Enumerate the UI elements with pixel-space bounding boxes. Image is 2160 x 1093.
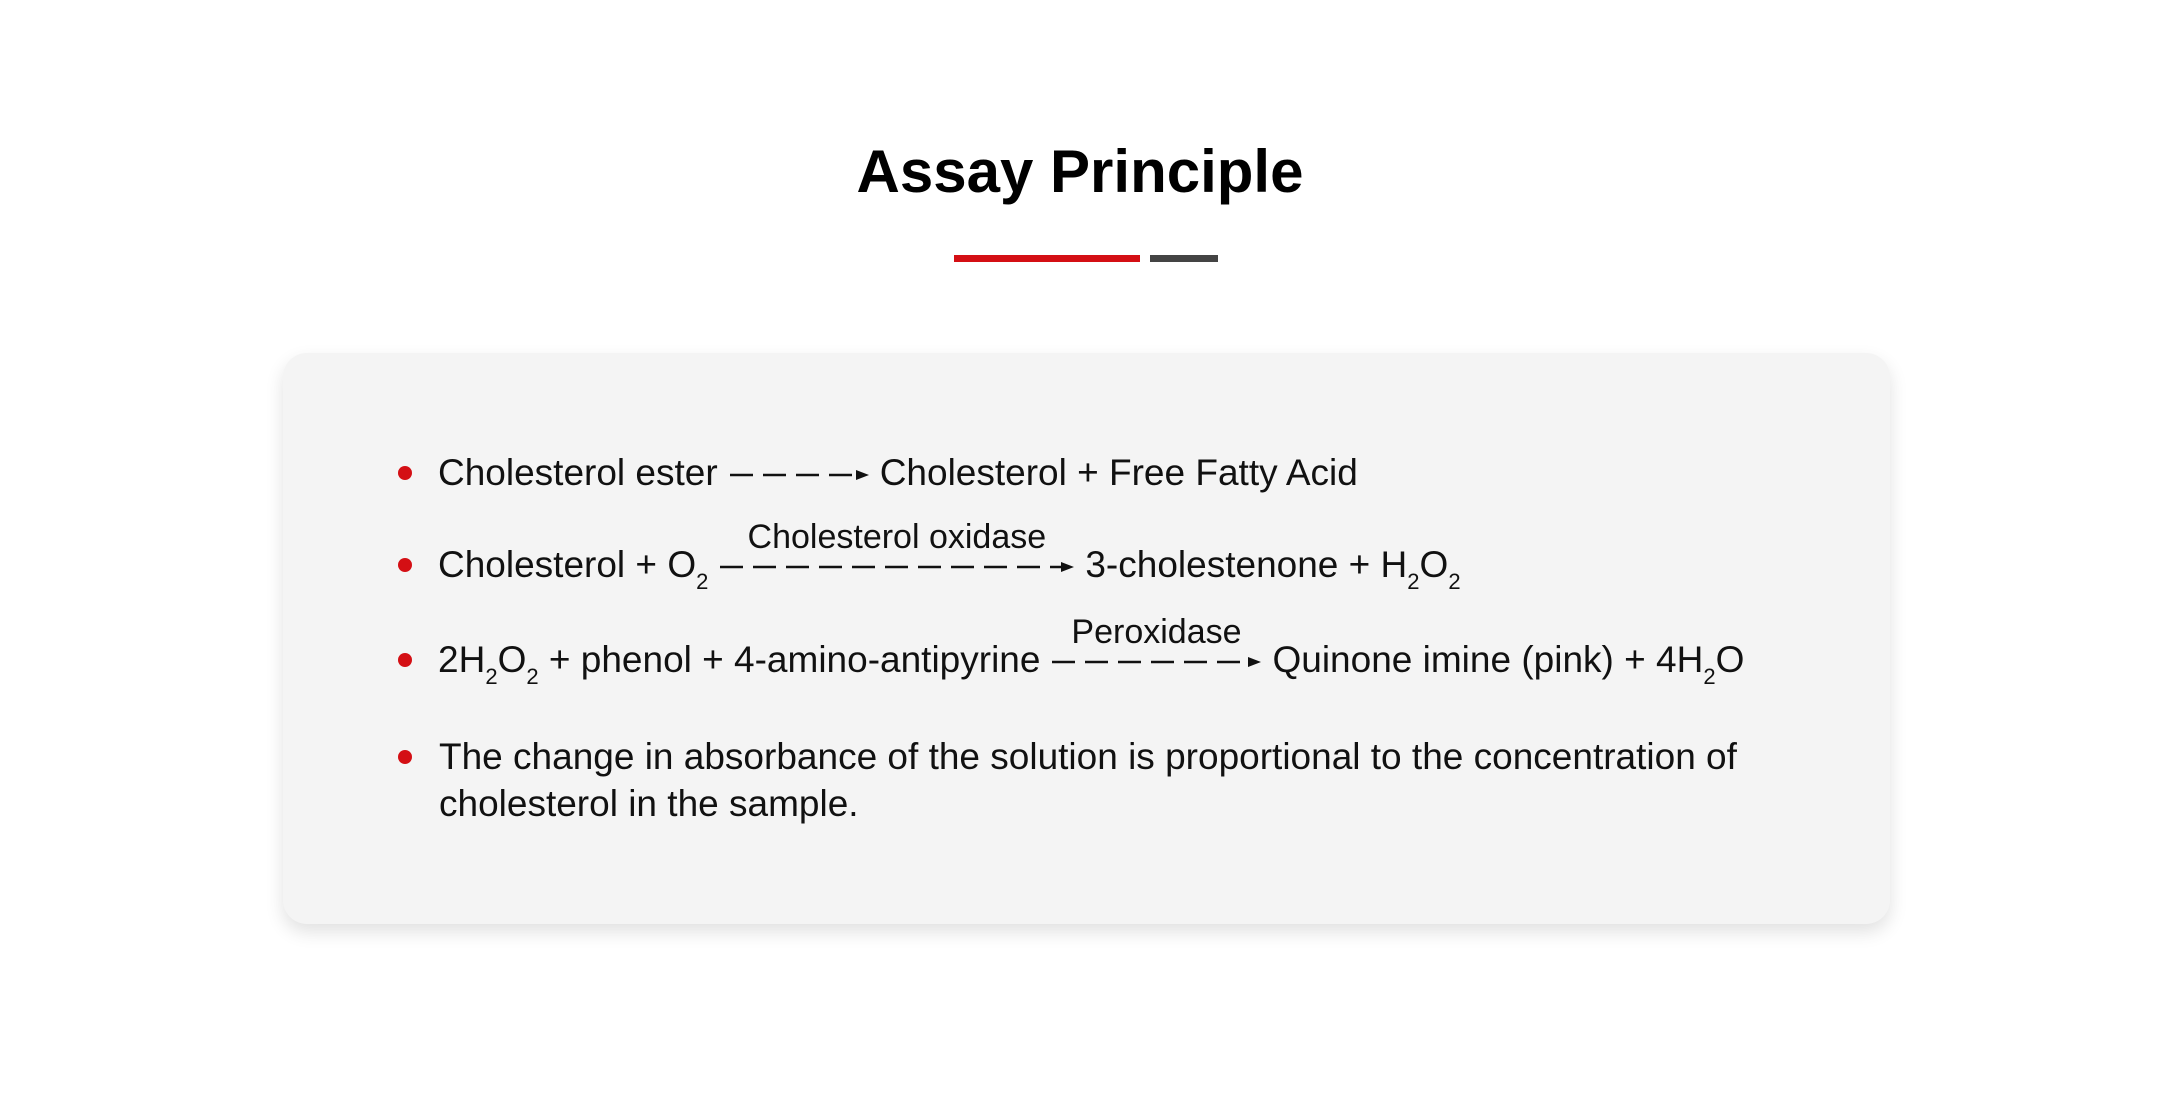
reaction-arrow (718, 518, 1075, 573)
dashed-arrow-icon (1050, 656, 1262, 668)
reaction-equation (438, 518, 1461, 594)
bullet (398, 466, 412, 480)
product-text: Cholesterol + Free Fatty Acid (879, 452, 1358, 493)
reaction-equation (438, 449, 1358, 497)
enzyme-label: Peroxidase (1071, 613, 1242, 652)
product-text: 3-cholestenone + $H_2O_2$ (1085, 544, 1461, 594)
reactant-text: Cholesterol ester (438, 452, 718, 493)
bullet (398, 558, 412, 572)
dashed-arrow-icon (728, 469, 870, 481)
enzyme-label: Cholesterol oxidase (747, 518, 1047, 557)
reaction-arrow (728, 469, 870, 481)
title-underline-secondary (1150, 255, 1218, 262)
dashed-arrow-icon (718, 561, 1075, 573)
title-underline-accent (954, 255, 1140, 262)
page-title: Assay Principle (856, 138, 1304, 205)
assay-principle-card (283, 353, 1890, 924)
product-text: Quinone imine (pink) + $4H_2O$ (1272, 639, 1745, 689)
statement-text: The change in absorbance of the solution is proportional to the concentration of cholesterol in the sample. (439, 736, 1737, 824)
bullet (398, 750, 412, 764)
reactant-text: Cholesterol + $O_2$ (438, 544, 709, 594)
reaction-equation (438, 613, 1745, 689)
reactant-text: $2H_2O_2$ + phenol + 4-amino-antipyrine (438, 639, 1041, 689)
bullet (398, 653, 412, 667)
reaction-arrow (1050, 613, 1262, 668)
